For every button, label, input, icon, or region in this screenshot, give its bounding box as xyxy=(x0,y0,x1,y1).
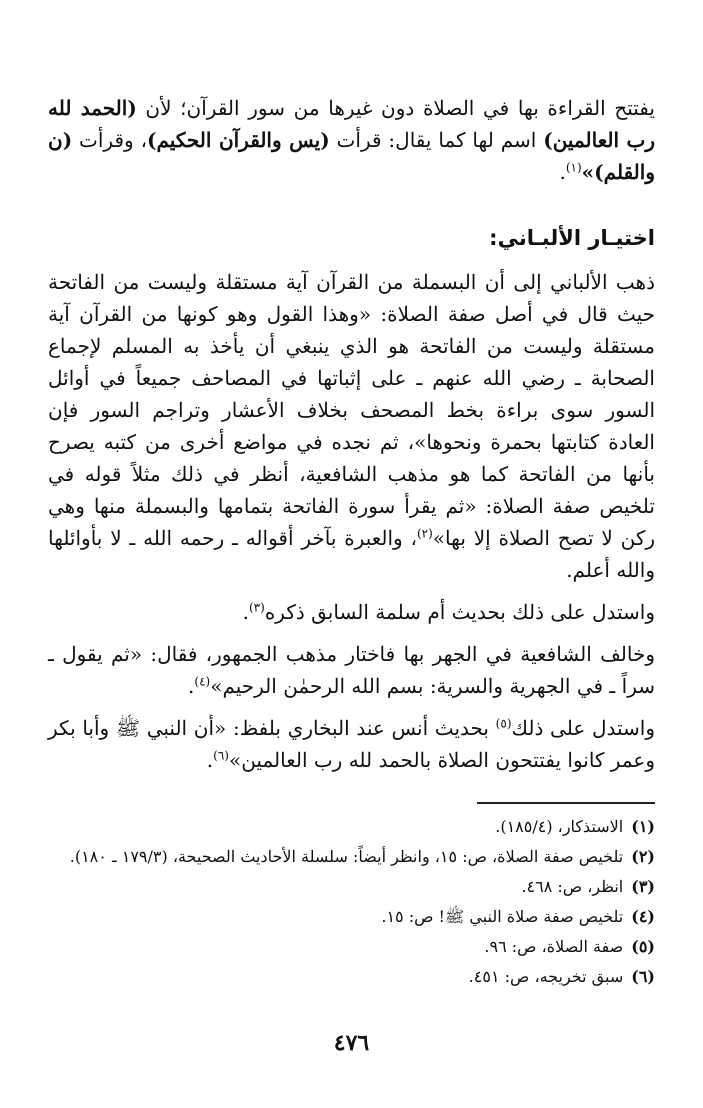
intro-end: . xyxy=(559,160,566,184)
footnote-text: انظر، ص: ٤٦٨. xyxy=(521,877,624,896)
section-heading: اختيـار الألبـاني: xyxy=(489,226,655,250)
footnote-item xyxy=(48,812,655,842)
footnote-item xyxy=(48,902,655,932)
albani-text: ذهب الألباني إلى أن البسملة من القرآن آية مستقلة وليست من الفاتحة حيث قال في أصل صفة الصلاة: «وهذا القول وهو كونها من القرآن آية مستقلة وليست من الفاتحة هو الذي ينبغي أن يأخذ به المسلم لإجماع الصحابة ـ رضي الله عنهم ـ على إثباتها في المصاحف جميعاً في أوائل السور سوى براءة بخط المصحف بخلاف الأعشار وتراجم السور فإن العادة كتابتها بحمرة ونحوها»، ثم نجده في مواضع أخرى من كتبه يصرح بأنها من الفاتحة كما هو مذهب الشافعية، أنظر في ذلك مثلاً قوله في تلخيص صفة الصلاة: «ثم يقرأ سورة الفاتحة بتمامها والبسملة منها وهي ركن لا تصح الصلاة إلا بها» xyxy=(48,270,656,550)
footnote-number: (٦) xyxy=(631,967,655,986)
albani-paragraph xyxy=(48,266,655,586)
footnote-divider xyxy=(477,802,655,804)
page-body xyxy=(48,92,655,776)
anas-text-a: واستدل على ذلك xyxy=(511,716,655,740)
footnotes xyxy=(48,812,655,992)
footnote-ref-3: (٣) xyxy=(248,600,265,615)
anas-tail: . xyxy=(206,748,214,772)
shafii-text: وخالف الشافعية في الجهر بها فاختار مذهب الجمهور، فقال: «ثم يقول ـ سراً ـ في الجهرية والسرية: بسم الله الرحمٰن الرحيم» xyxy=(48,642,655,698)
intro-quote-nun: (ن والقلم) xyxy=(48,128,655,184)
evidence-paragraph xyxy=(48,596,655,628)
footnote-number: (٤) xyxy=(631,907,655,926)
footnote-item xyxy=(48,932,655,962)
anas-paragraph xyxy=(48,712,655,776)
anas-text-b: بحديث أنس عند البخاري بلفظ: «أن النبي ﷺ وأبا بكر وعمر كانوا يفتتحون الصلاة بالحمد لله رب العالمين» xyxy=(48,716,655,772)
footnote-text: تلخيص صفة الصلاة، ص: ١٥، وانظر أيضاً: سلسلة الأحاديث الصحيحة، (١٧٩/٣ ـ ١٨٠). xyxy=(69,847,624,866)
footnote-item xyxy=(48,962,655,992)
footnote-ref-5: (٥) xyxy=(495,716,512,731)
page-number: ٤٧٦ xyxy=(333,1030,370,1056)
intro-text-1: يفتتح القراءة بها في الصلاة دون غيرها من سور القرآن؛ لأن xyxy=(136,96,655,120)
shafii-tail: . xyxy=(188,674,195,698)
footnote-ref-2: (٢) xyxy=(416,526,433,541)
footnote-number: (١) xyxy=(631,817,655,836)
intro-text-2: اسم لها كما يقال: قرأت xyxy=(329,128,544,152)
footnote-text: الاستذكار، (١٨٥/٤). xyxy=(495,817,624,836)
intro-quote-hamd: (الحمد لله رب العالمين) xyxy=(48,96,655,152)
footnote-text: سبق تخريجه، ص: ٤٥١. xyxy=(468,967,624,986)
intro-text-3: ، وقرأت xyxy=(72,128,148,152)
footnote-ref-4: (٤) xyxy=(194,674,211,689)
intro-paragraph xyxy=(48,92,655,188)
albani-text-tail: ، والعبرة بآخر أقواله ـ رحمه الله ـ لا بأوائلها والله أعلم. xyxy=(48,526,655,582)
footnote-item xyxy=(48,842,655,872)
footnote-text: صفة الصلاة، ص: ٩٦. xyxy=(484,937,624,956)
intro-quote-close: » xyxy=(581,160,595,184)
footnote-number: (٢) xyxy=(631,847,655,866)
intro-quote-yasin: (يس والقرآن الحكيم) xyxy=(147,128,330,152)
footnote-number: (٣) xyxy=(631,877,655,896)
footnote-text: تلخيص صفة صلاة النبي ﷺ! ص: ١٥. xyxy=(381,907,624,926)
shafii-paragraph xyxy=(48,638,655,702)
footnote-ref-1: (١) xyxy=(565,160,582,175)
evidence-tail: . xyxy=(242,600,249,624)
footnote-number: (٥) xyxy=(631,937,655,956)
footnote-ref-6: (٦) xyxy=(213,748,229,763)
footnote-item xyxy=(48,872,655,902)
evidence-text: واستدل على ذلك بحديث أم سلمة السابق ذكره xyxy=(264,600,655,624)
